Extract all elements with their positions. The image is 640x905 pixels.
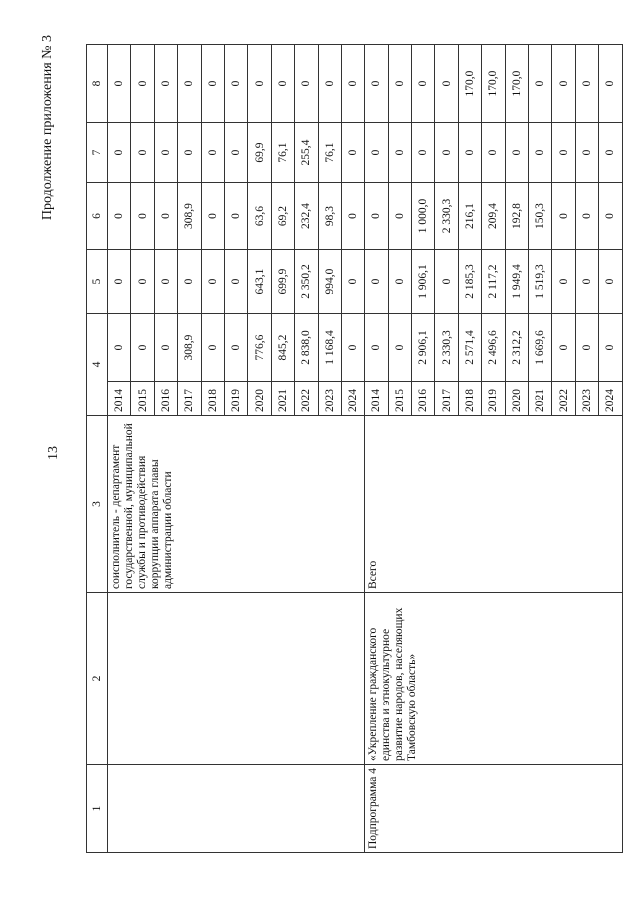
value-cell-c4: 2 906,1 (412, 314, 435, 382)
value-cell-c7: 0 (388, 123, 411, 183)
value-cell-c6: 0 (224, 183, 247, 250)
value-cell-c8: 0 (154, 45, 177, 123)
value-cell-c7: 255,4 (295, 123, 318, 183)
value-cell-c8: 0 (201, 45, 224, 123)
year-cell: 2024 (341, 382, 364, 416)
value-cell-c5: 0 (178, 250, 201, 314)
value-cell-c6: 0 (341, 183, 364, 250)
value-cell-c8: 0 (575, 45, 598, 123)
value-cell-c4: 2 571,4 (458, 314, 481, 382)
value-cell-c4: 845,2 (271, 314, 294, 382)
value-cell-c5: 0 (575, 250, 598, 314)
value-cell-c6: 0 (201, 183, 224, 250)
value-cell-c5: 0 (154, 250, 177, 314)
year-cell: 2017 (435, 382, 458, 416)
value-cell-c5: 0 (388, 250, 411, 314)
page-header: Продолжение приложения № 3 (40, 35, 55, 221)
value-cell-c5: 0 (552, 250, 575, 314)
year-cell: 2018 (458, 382, 481, 416)
year-cell: 2018 (201, 382, 224, 416)
column-number: 3 (87, 416, 108, 593)
value-cell-c6: 0 (365, 183, 388, 250)
value-cell-c8: 0 (318, 45, 341, 123)
value-cell-c6: 63,6 (248, 183, 271, 250)
value-cell-c6: 232,4 (295, 183, 318, 250)
value-cell-c8: 0 (271, 45, 294, 123)
value-cell-c8: 170,0 (482, 45, 505, 123)
value-cell-c4: 2 312,2 (505, 314, 528, 382)
year-cell: 2023 (318, 382, 341, 416)
value-cell-c8: 0 (552, 45, 575, 123)
value-cell-c4: 308,9 (178, 314, 201, 382)
year-cell: 2021 (529, 382, 552, 416)
value-cell-c7: 0 (529, 123, 552, 183)
value-cell-c7: 0 (154, 123, 177, 183)
value-cell-c5: 1 906,1 (412, 250, 435, 314)
year-cell: 2016 (412, 382, 435, 416)
value-cell-c6: 0 (599, 183, 622, 250)
value-cell-c5: 2 117,2 (482, 250, 505, 314)
value-cell-c8: 0 (529, 45, 552, 123)
value-cell-c4: 2 838,0 (295, 314, 318, 382)
column-number: 8 (87, 45, 108, 123)
year-cell: 2021 (271, 382, 294, 416)
value-cell-c4: 776,6 (248, 314, 271, 382)
value-cell-c4: 0 (599, 314, 622, 382)
value-cell-c7: 0 (131, 123, 154, 183)
value-cell-c6: 0 (552, 183, 575, 250)
value-cell-c5: 699,9 (271, 250, 294, 314)
column-number: 1 (87, 765, 108, 853)
value-cell-c7: 0 (108, 123, 131, 183)
value-cell-c5: 2 350,2 (295, 250, 318, 314)
value-cell-c5: 0 (435, 250, 458, 314)
value-cell-c4: 0 (201, 314, 224, 382)
value-cell-c6: 0 (575, 183, 598, 250)
year-cell: 2019 (482, 382, 505, 416)
value-cell-c6: 216,1 (458, 183, 481, 250)
value-cell-c8: 170,0 (505, 45, 528, 123)
value-cell-c8: 0 (248, 45, 271, 123)
value-cell-c8: 0 (388, 45, 411, 123)
value-cell-c8: 0 (224, 45, 247, 123)
year-cell: 2014 (108, 382, 131, 416)
value-cell-c6: 69,2 (271, 183, 294, 250)
program-name-cell (108, 765, 365, 853)
value-cell-c8: 170,0 (458, 45, 481, 123)
page-number: 13 (46, 446, 61, 460)
value-cell-c5: 0 (201, 250, 224, 314)
year-cell: 2015 (131, 382, 154, 416)
value-cell-c7: 0 (224, 123, 247, 183)
value-cell-c4: 1 168,4 (318, 314, 341, 382)
value-cell-c7: 0 (178, 123, 201, 183)
value-cell-c7: 0 (552, 123, 575, 183)
value-cell-c6: 1 000,0 (412, 183, 435, 250)
value-cell-c8: 0 (178, 45, 201, 123)
program-name-cell: Подпрограмма 4 (365, 765, 622, 853)
value-cell-c7: 0 (505, 123, 528, 183)
value-cell-c7: 0 (575, 123, 598, 183)
value-cell-c5: 1 949,4 (505, 250, 528, 314)
year-cell: 2022 (552, 382, 575, 416)
table-row (365, 45, 388, 853)
value-cell-c7: 0 (412, 123, 435, 183)
value-cell-c6: 0 (388, 183, 411, 250)
value-cell-c7: 0 (482, 123, 505, 183)
value-cell-c5: 0 (341, 250, 364, 314)
value-cell-c4: 0 (224, 314, 247, 382)
column-number: 5 (87, 250, 108, 314)
value-cell-c8: 0 (412, 45, 435, 123)
value-cell-c7: 0 (458, 123, 481, 183)
value-cell-c4: 0 (341, 314, 364, 382)
value-cell-c6: 0 (154, 183, 177, 250)
year-cell: 2019 (224, 382, 247, 416)
value-cell-c6: 0 (108, 183, 131, 250)
year-cell: 2023 (575, 382, 598, 416)
program-title-cell: «Укрепление гражданского единства и этнокультурное развитие народов, населяющих Тамбовскую область» (365, 593, 622, 765)
table-body (87, 45, 623, 853)
value-cell-c5: 0 (224, 250, 247, 314)
executor-cell: Всего (365, 416, 622, 593)
year-cell: 2014 (365, 382, 388, 416)
value-cell-c6: 150,3 (529, 183, 552, 250)
column-number: 6 (87, 183, 108, 250)
value-cell-c4: 0 (365, 314, 388, 382)
value-cell-c6: 0 (131, 183, 154, 250)
year-cell: 2020 (505, 382, 528, 416)
program-title-cell (108, 593, 365, 765)
value-cell-c8: 0 (108, 45, 131, 123)
column-number-row (87, 45, 108, 853)
column-number: 7 (87, 123, 108, 183)
year-cell: 2024 (599, 382, 622, 416)
value-cell-c6: 209,4 (482, 183, 505, 250)
value-cell-c4: 2 496,6 (482, 314, 505, 382)
value-cell-c8: 0 (341, 45, 364, 123)
value-cell-c6: 308,9 (178, 183, 201, 250)
value-cell-c6: 2 330,3 (435, 183, 458, 250)
value-cell-c4: 0 (131, 314, 154, 382)
value-cell-c4: 1 669,6 (529, 314, 552, 382)
value-cell-c4: 0 (575, 314, 598, 382)
value-cell-c7: 76,1 (318, 123, 341, 183)
value-cell-c8: 0 (435, 45, 458, 123)
value-cell-c8: 0 (599, 45, 622, 123)
value-cell-c8: 0 (365, 45, 388, 123)
value-cell-c8: 0 (295, 45, 318, 123)
budget-table (86, 44, 623, 853)
year-cell: 2020 (248, 382, 271, 416)
value-cell-c5: 2 185,3 (458, 250, 481, 314)
year-cell: 2015 (388, 382, 411, 416)
value-cell-c5: 0 (108, 250, 131, 314)
value-cell-c6: 192,8 (505, 183, 528, 250)
year-cell: 2022 (295, 382, 318, 416)
value-cell-c4: 2 330,3 (435, 314, 458, 382)
executor-cell: соисполнитель - департамент государственной, муниципальной службы и противодействия коррупции аппарата главы администрации области (108, 416, 365, 593)
value-cell-c5: 0 (365, 250, 388, 314)
column-number: 2 (87, 593, 108, 765)
value-cell-c4: 0 (154, 314, 177, 382)
value-cell-c4: 0 (552, 314, 575, 382)
value-cell-c5: 994,0 (318, 250, 341, 314)
value-cell-c7: 0 (341, 123, 364, 183)
value-cell-c5: 643,1 (248, 250, 271, 314)
column-number: 4 (87, 314, 108, 416)
value-cell-c7: 69,9 (248, 123, 271, 183)
year-cell: 2016 (154, 382, 177, 416)
value-cell-c4: 0 (388, 314, 411, 382)
value-cell-c7: 0 (599, 123, 622, 183)
value-cell-c7: 76,1 (271, 123, 294, 183)
value-cell-c4: 0 (108, 314, 131, 382)
value-cell-c6: 98,3 (318, 183, 341, 250)
value-cell-c7: 0 (435, 123, 458, 183)
table-row (108, 45, 131, 853)
year-cell: 2017 (178, 382, 201, 416)
value-cell-c7: 0 (365, 123, 388, 183)
value-cell-c8: 0 (131, 45, 154, 123)
value-cell-c5: 1 519,3 (529, 250, 552, 314)
value-cell-c5: 0 (599, 250, 622, 314)
value-cell-c7: 0 (201, 123, 224, 183)
value-cell-c5: 0 (131, 250, 154, 314)
